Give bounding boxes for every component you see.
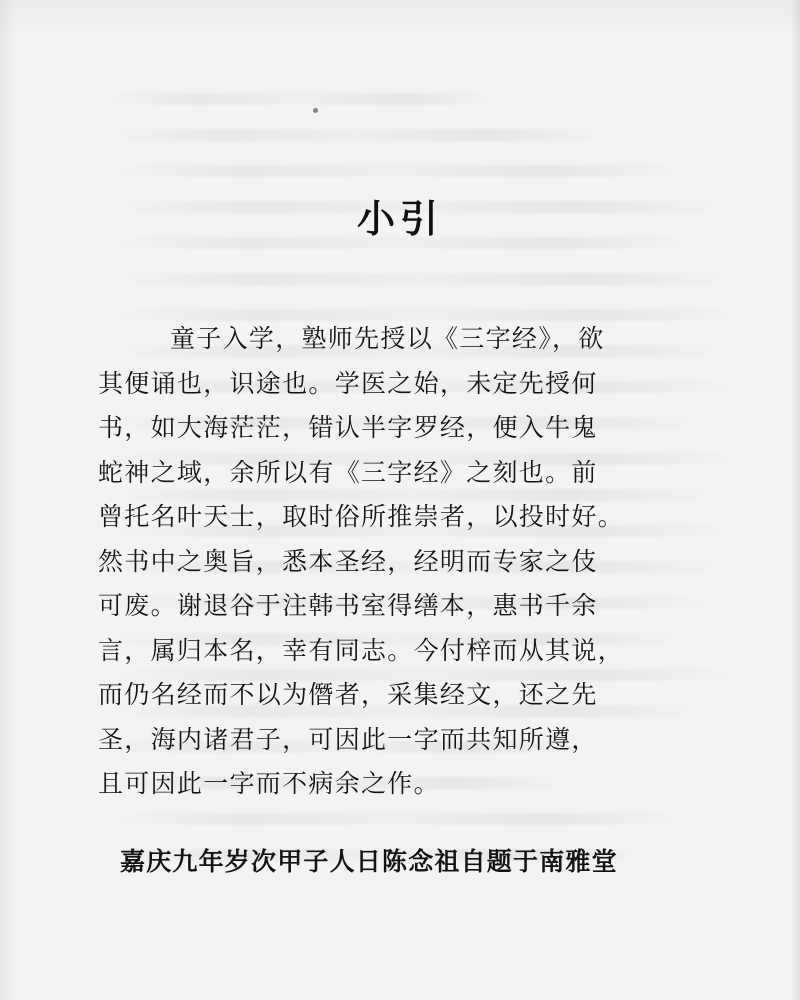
show-through-line (95, 813, 695, 825)
paragraph-line: 且可因此一字而不病余之作。 (98, 769, 440, 798)
show-through-line (95, 129, 615, 141)
paragraph-line: 言，属归本名，幸有同志。今付梓而从其说， (98, 635, 625, 665)
show-through-line (95, 93, 505, 105)
ink-dot (313, 108, 318, 113)
show-through-line (95, 273, 745, 285)
paragraph-line: 而仍名经而不以为僭者，采集经文，还之先 (98, 680, 598, 709)
paragraph-line: 可废。谢退谷于注韩书室得缮本，惠书千余 (98, 591, 598, 620)
paragraph-line: 圣，海内诸君子，可因此一字而共知所遵， (98, 724, 598, 754)
paragraph-line: 蛇神之域，余所以有《三字经》之刻也。前 (98, 457, 598, 487)
page-title: 小引 (356, 197, 443, 241)
paragraph-line: 然书中之奥旨，悉本圣经，经明而专家之伎 (98, 546, 598, 576)
show-through-line (95, 165, 695, 177)
page-edge-shadow (790, 0, 800, 1000)
paragraph-line: 童子入学，塾师先授以《三字经》，欲 (170, 324, 605, 353)
paragraph-line: 其便诵也，识途也。学医之始，未定先授何 (98, 368, 598, 398)
paragraph-line: 曾托名叶天士，取时俗所推崇者，以投时好。 (98, 502, 625, 531)
paragraph-line: 书，如大海茫茫，错认半字罗经，便入牛鬼 (98, 413, 598, 442)
signature-line: 嘉庆九年岁次甲子人日陈念祖自题于南雅堂 (120, 847, 618, 876)
preface-paragraph (98, 317, 752, 807)
